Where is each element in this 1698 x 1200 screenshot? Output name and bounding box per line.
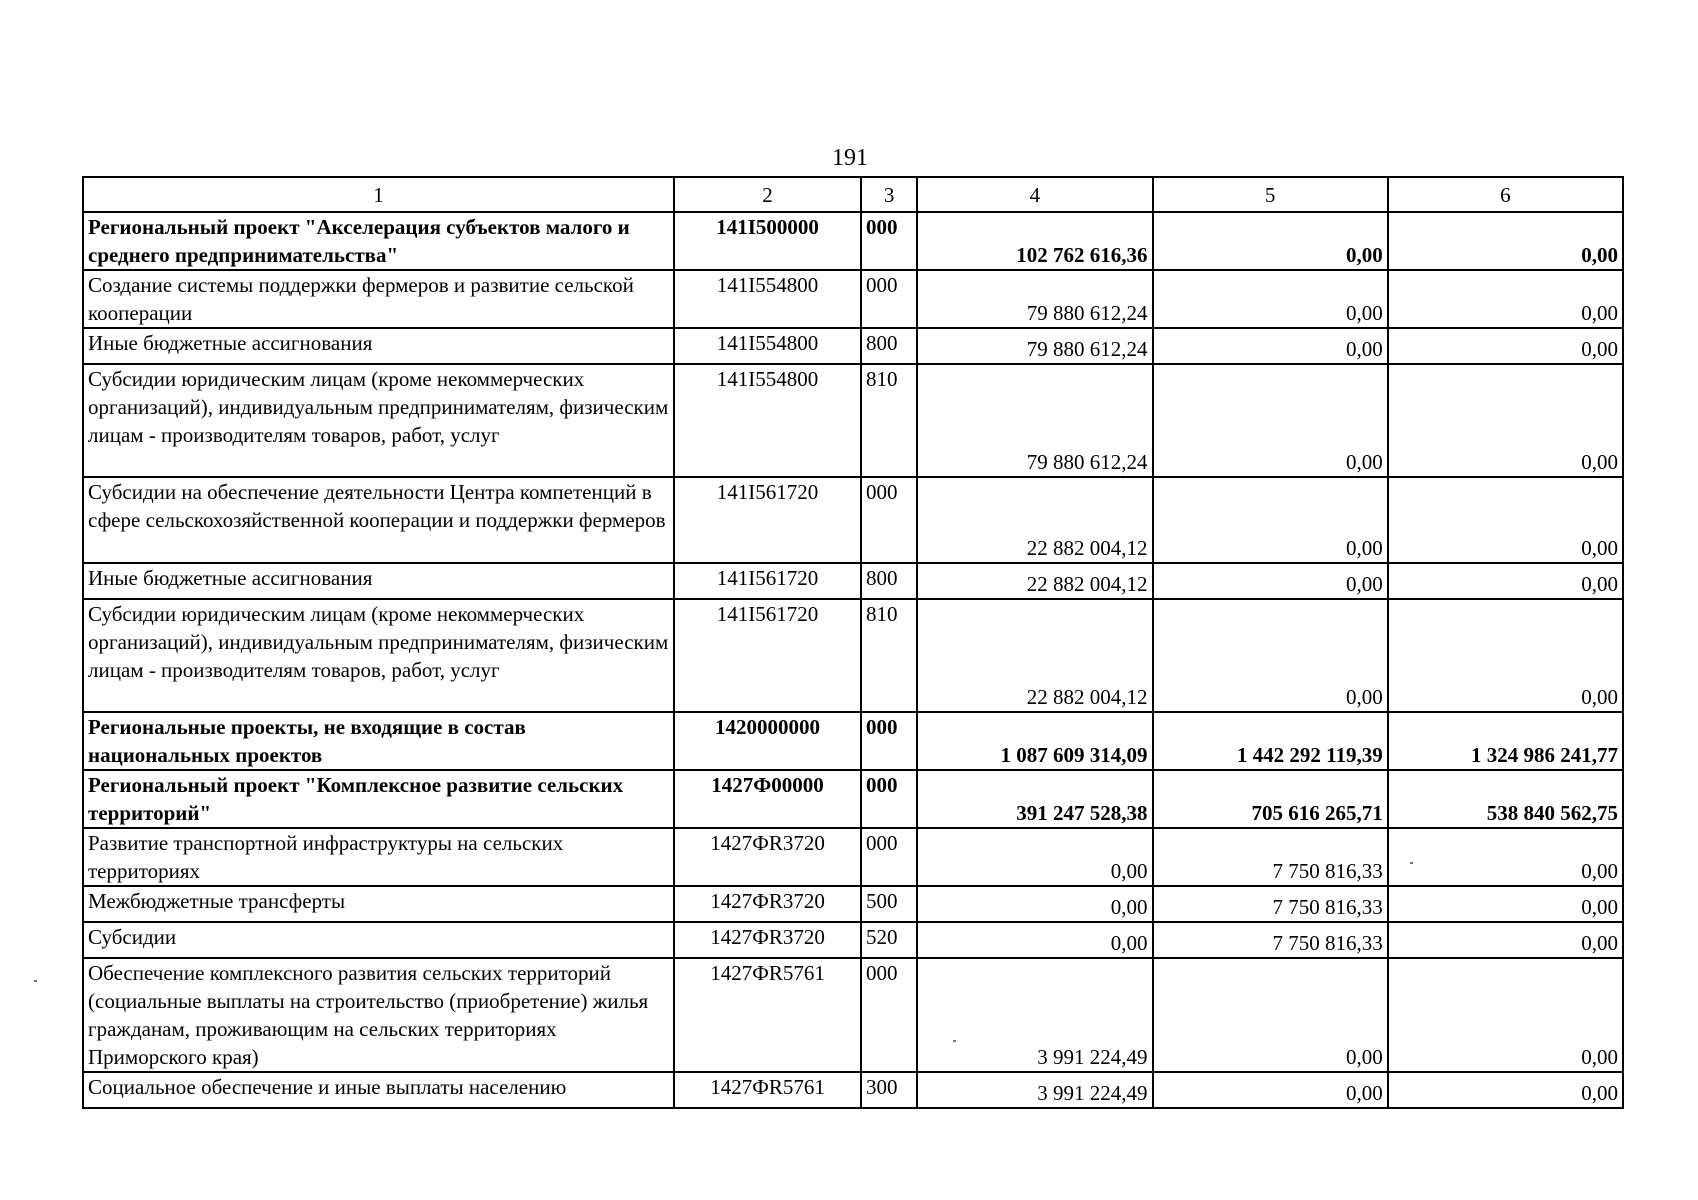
row-amount-col5-cell: 0,00 <box>1153 212 1388 270</box>
row-amount-col5-cell: 705 616 265,71 <box>1153 770 1388 828</box>
table-row <box>83 599 1623 712</box>
row-amount-col6-cell: 538 840 562,75 <box>1388 770 1623 828</box>
row-amount-col5-cell: 0,00 <box>1153 328 1388 364</box>
column-header: 1 <box>83 177 674 212</box>
row-amount-col4-cell: 1 087 609 314,09 <box>917 712 1152 770</box>
row-code-cell: 141I554800 <box>674 328 861 364</box>
row-name-cell: Региональный проект "Комплексное развитие сельских территорий" <box>83 770 674 828</box>
scan-speck <box>953 1040 956 1042</box>
row-name-cell: Субсидии юридическим лицам (кроме некоммерческих организаций), индивидуальным предпринимателям, физическим лицам - производителям товаров, работ, услуг <box>83 364 674 477</box>
row-code-cell: 141I561720 <box>674 563 861 599</box>
budget-table <box>82 176 1624 1109</box>
table-row <box>83 477 1623 563</box>
row-amount-col4-cell: 22 882 004,12 <box>917 599 1152 712</box>
scan-speck <box>1410 862 1413 864</box>
row-amount-col6-cell: 0,00 <box>1388 886 1623 922</box>
row-amount-col6-cell: 0,00 <box>1388 958 1623 1072</box>
row-expense-type-cell: 300 <box>861 1072 917 1108</box>
row-amount-col6-cell: 0,00 <box>1388 563 1623 599</box>
table-row <box>83 364 1623 477</box>
row-code-cell: 1427ФR5761 <box>674 1072 861 1108</box>
row-code-cell: 141I500000 <box>674 212 861 270</box>
row-name-cell: Обеспечение комплексного развития сельских территорий (социальные выплаты на строительство (приобретение) жилья гражданам, проживающим на сельских территориях Приморского края) <box>83 958 674 1072</box>
row-amount-col5-cell: 0,00 <box>1153 1072 1388 1108</box>
row-expense-type-cell: 000 <box>861 270 917 328</box>
row-amount-col4-cell: 102 762 616,36 <box>917 212 1152 270</box>
row-amount-col5-cell: 0,00 <box>1153 364 1388 477</box>
column-header: 4 <box>917 177 1152 212</box>
row-name-cell: Создание системы поддержки фермеров и развитие сельской кооперации <box>83 270 674 328</box>
row-amount-col6-cell: 0,00 <box>1388 599 1623 712</box>
row-expense-type-cell: 000 <box>861 958 917 1072</box>
row-amount-col4-cell: 22 882 004,12 <box>917 477 1152 563</box>
row-amount-col4-cell: 79 880 612,24 <box>917 270 1152 328</box>
row-code-cell: 1427ФR3720 <box>674 922 861 958</box>
row-expense-type-cell: 000 <box>861 477 917 563</box>
row-code-cell: 1427Ф00000 <box>674 770 861 828</box>
row-name-cell: Социальное обеспечение и иные выплаты населению <box>83 1072 674 1108</box>
row-code-cell: 141I561720 <box>674 599 861 712</box>
row-amount-col5-cell: 1 442 292 119,39 <box>1153 712 1388 770</box>
row-code-cell: 1427ФR5761 <box>674 958 861 1072</box>
table-row <box>83 563 1623 599</box>
row-name-cell: Региональные проекты, не входящие в состав национальных проектов <box>83 712 674 770</box>
row-amount-col4-cell: 0,00 <box>917 886 1152 922</box>
column-header: 3 <box>861 177 917 212</box>
row-amount-col4-cell: 0,00 <box>917 922 1152 958</box>
table-row <box>83 828 1623 886</box>
row-expense-type-cell: 800 <box>861 563 917 599</box>
row-code-cell: 1420000000 <box>674 712 861 770</box>
row-amount-col5-cell: 7 750 816,33 <box>1153 828 1388 886</box>
row-name-cell: Межбюджетные трансферты <box>83 886 674 922</box>
row-amount-col5-cell: 0,00 <box>1153 599 1388 712</box>
table-row <box>83 958 1623 1072</box>
row-name-cell: Региональный проект "Акселерация субъектов малого и среднего предпринимательства" <box>83 212 674 270</box>
row-amount-col6-cell: 0,00 <box>1388 1072 1623 1108</box>
row-amount-col4-cell: 0,00 <box>917 828 1152 886</box>
scan-speck <box>34 980 37 982</box>
row-code-cell: 141I561720 <box>674 477 861 563</box>
row-expense-type-cell: 810 <box>861 599 917 712</box>
row-name-cell: Иные бюджетные ассигнования <box>83 328 674 364</box>
row-expense-type-cell: 500 <box>861 886 917 922</box>
row-amount-col6-cell: 0,00 <box>1388 364 1623 477</box>
row-code-cell: 1427ФR3720 <box>674 886 861 922</box>
table-row <box>83 770 1623 828</box>
row-amount-col6-cell: 0,00 <box>1388 328 1623 364</box>
row-amount-col6-cell: 0,00 <box>1388 477 1623 563</box>
row-expense-type-cell: 000 <box>861 212 917 270</box>
row-expense-type-cell: 810 <box>861 364 917 477</box>
row-amount-col6-cell: 0,00 <box>1388 922 1623 958</box>
row-name-cell: Субсидии юридическим лицам (кроме некоммерческих организаций), индивидуальным предпринимателям, физическим лицам - производителям товаров, работ, услуг <box>83 599 674 712</box>
row-expense-type-cell: 000 <box>861 712 917 770</box>
row-amount-col4-cell: 79 880 612,24 <box>917 328 1152 364</box>
row-name-cell: Субсидии на обеспечение деятельности Центра компетенций в сфере сельскохозяйственной кооперации и поддержки фермеров <box>83 477 674 563</box>
row-amount-col4-cell: 22 882 004,12 <box>917 563 1152 599</box>
table-row <box>83 922 1623 958</box>
column-header: 5 <box>1153 177 1388 212</box>
row-name-cell: Субсидии <box>83 922 674 958</box>
row-name-cell: Развитие транспортной инфраструктуры на сельских территориях <box>83 828 674 886</box>
row-amount-col5-cell: 0,00 <box>1153 477 1388 563</box>
row-expense-type-cell: 800 <box>861 328 917 364</box>
row-code-cell: 141I554800 <box>674 364 861 477</box>
row-amount-col5-cell: 0,00 <box>1153 270 1388 328</box>
row-amount-col4-cell: 3 991 224,49 <box>917 958 1152 1072</box>
row-amount-col5-cell: 7 750 816,33 <box>1153 886 1388 922</box>
row-amount-col5-cell: 0,00 <box>1153 958 1388 1072</box>
row-amount-col6-cell: 1 324 986 241,77 <box>1388 712 1623 770</box>
page-number: 191 <box>832 145 868 171</box>
row-amount-col5-cell: 7 750 816,33 <box>1153 922 1388 958</box>
row-amount-col6-cell: 0,00 <box>1388 212 1623 270</box>
row-amount-col5-cell: 0,00 <box>1153 563 1388 599</box>
row-amount-col4-cell: 3 991 224,49 <box>917 1072 1152 1108</box>
row-expense-type-cell: 000 <box>861 770 917 828</box>
row-amount-col6-cell: 0,00 <box>1388 270 1623 328</box>
table-row <box>83 712 1623 770</box>
column-header: 2 <box>674 177 861 212</box>
column-header: 6 <box>1388 177 1623 212</box>
row-expense-type-cell: 000 <box>861 828 917 886</box>
row-code-cell: 1427ФR3720 <box>674 828 861 886</box>
row-amount-col4-cell: 79 880 612,24 <box>917 364 1152 477</box>
table-row <box>83 328 1623 364</box>
table-row <box>83 1072 1623 1108</box>
row-amount-col6-cell: 0,00 <box>1388 828 1623 886</box>
header-row <box>83 177 1623 212</box>
table-row <box>83 886 1623 922</box>
row-code-cell: 141I554800 <box>674 270 861 328</box>
table-row <box>83 212 1623 270</box>
table-row <box>83 270 1623 328</box>
row-name-cell: Иные бюджетные ассигнования <box>83 563 674 599</box>
row-expense-type-cell: 520 <box>861 922 917 958</box>
table-body <box>83 212 1623 1108</box>
row-amount-col4-cell: 391 247 528,38 <box>917 770 1152 828</box>
